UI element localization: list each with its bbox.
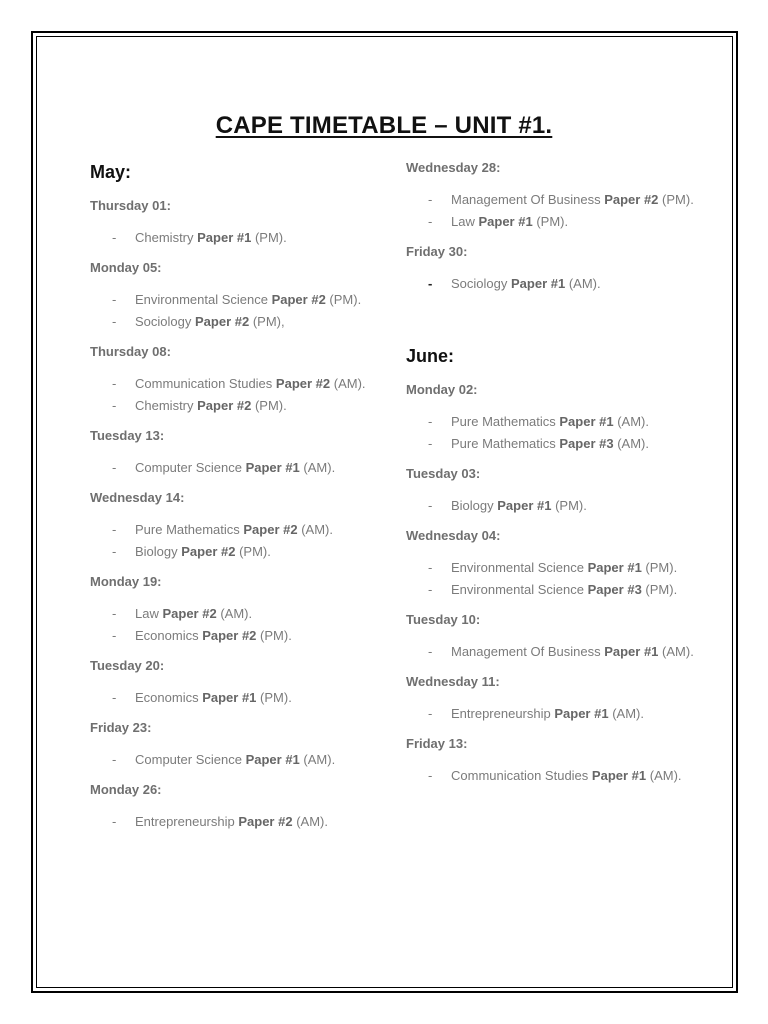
exam-subject: Environmental Science (135, 292, 268, 307)
exam-paper: Paper #1 (587, 560, 642, 575)
exam-subject: Management Of Business (451, 644, 601, 659)
exam-session: (AM). (612, 706, 644, 721)
day-heading: Tuesday 20: (90, 658, 165, 673)
bullet-dash: - (112, 606, 117, 621)
exam-subject: Management Of Business (451, 192, 601, 207)
exam-item (406, 643, 706, 660)
exam-paper: Paper #1 (478, 214, 533, 229)
exam-paper: Paper #2 (604, 192, 659, 207)
day-heading: Tuesday 03: (406, 466, 481, 481)
exam-subject: Law (451, 214, 475, 229)
bullet-dash: - (428, 276, 433, 291)
exam-subject: Biology (135, 544, 178, 559)
exam-session: (AM). (617, 414, 649, 429)
exam-session: (PM). (645, 560, 678, 575)
day-heading: Monday 26: (90, 782, 162, 797)
exam-subject: Computer Science (135, 752, 242, 767)
exam-list (406, 705, 706, 722)
exam-session: (AM). (220, 606, 253, 621)
exam-paper: Paper #1 (554, 706, 609, 721)
exam-paper: Paper #2 (195, 314, 250, 329)
exam-item (90, 375, 390, 392)
exam-session: (PM). (662, 192, 694, 207)
exam-item (90, 521, 390, 538)
bullet-dash: - (112, 460, 117, 475)
exam-session: (PM). (260, 690, 292, 705)
exam-item (406, 275, 706, 292)
exam-session: (PM). (254, 398, 287, 413)
exam-item (406, 767, 706, 784)
exam-subject: Sociology (135, 314, 192, 329)
exam-item (90, 397, 390, 414)
exam-paper: Paper #1 (591, 768, 647, 783)
exam-session: (AM). (568, 276, 601, 291)
exam-list (90, 751, 390, 768)
left-column (90, 161, 390, 843)
exam-list (90, 521, 390, 560)
exam-paper: Paper #2 (243, 522, 298, 537)
exam-session: (PM). (239, 544, 271, 559)
exam-subject: Computer Science (135, 460, 242, 475)
day-heading: Thursday 08: (90, 344, 171, 359)
day-heading: Wednesday 28: (406, 160, 501, 175)
exam-subject: Pure Mathematics (135, 522, 240, 537)
exam-session: (AM). (617, 436, 649, 451)
exam-subject: Communication Studies (135, 376, 273, 391)
exam-paper: Paper #2 (202, 628, 257, 643)
exam-item (90, 689, 390, 706)
bullet-dash: - (428, 706, 433, 721)
exam-session: (PM). (254, 230, 287, 245)
bullet-dash: - (112, 628, 117, 643)
exam-subject: Economics (135, 690, 199, 705)
exam-paper: Paper #1 (559, 414, 614, 429)
bullet-dash: - (112, 522, 117, 537)
exam-paper: Paper #2 (238, 814, 293, 829)
exam-paper: Paper #2 (181, 544, 236, 559)
bullet-dash: - (428, 498, 433, 513)
bullet-dash: - (112, 292, 117, 307)
exam-item (406, 435, 706, 452)
exam-paper: Paper #1 (604, 644, 659, 659)
section-spacer (406, 305, 706, 345)
exam-item (406, 559, 706, 576)
exam-session: (AM). (303, 460, 336, 475)
exam-item (90, 751, 390, 768)
exam-item (406, 413, 706, 430)
day-heading: Friday 13: (406, 736, 468, 751)
day-heading: Thursday 01: (90, 198, 171, 213)
exam-session: (AM). (301, 522, 333, 537)
exam-item (406, 581, 706, 598)
right-column (406, 159, 706, 797)
exam-session: (AM). (333, 376, 366, 391)
exam-subject: Biology (451, 498, 494, 513)
exam-paper: Paper #2 (197, 398, 252, 413)
exam-item (90, 605, 390, 622)
month-heading-may: May: (90, 162, 132, 182)
exam-paper: Paper #1 (197, 230, 252, 245)
bullet-dash: - (112, 314, 117, 329)
exam-item (90, 229, 390, 246)
exam-list (406, 767, 706, 784)
exam-paper: Paper #1 (245, 752, 300, 767)
exam-subject: Chemistry (135, 398, 194, 413)
day-heading: Monday 19: (90, 574, 162, 589)
exam-subject: Law (135, 606, 159, 621)
day-heading: Friday 30: (406, 244, 468, 259)
exam-paper: Paper #1 (497, 498, 552, 513)
exam-list (406, 275, 706, 292)
exam-list (90, 229, 390, 246)
exam-session: (PM). (329, 292, 362, 307)
bullet-dash: - (112, 230, 117, 245)
bullet-dash: - (428, 436, 433, 451)
exam-list (406, 497, 706, 514)
exam-session: (AM). (303, 752, 336, 767)
day-heading: Friday 23: (90, 720, 152, 735)
exam-subject: Entrepreneurship (451, 706, 551, 721)
exam-item (90, 627, 390, 644)
exam-list (90, 689, 390, 706)
exam-list (406, 559, 706, 598)
exam-paper: Paper #1 (245, 460, 300, 475)
exam-subject: Pure Mathematics (451, 414, 556, 429)
exam-list (406, 413, 706, 452)
exam-subject: Entrepreneurship (135, 814, 235, 829)
day-heading: Wednesday 11: (406, 674, 500, 689)
exam-subject: Environmental Science (451, 560, 584, 575)
exam-session: (AM). (649, 768, 682, 783)
exam-list (90, 291, 390, 330)
bullet-dash: - (112, 814, 117, 829)
exam-session: (AM). (296, 814, 328, 829)
exam-session: (AM). (662, 644, 694, 659)
bullet-dash: - (428, 582, 433, 597)
exam-list (90, 813, 390, 830)
bullet-dash: - (428, 560, 433, 575)
exam-paper: Paper #3 (587, 582, 642, 597)
exam-item (90, 313, 390, 330)
exam-item (406, 191, 706, 208)
bullet-dash: - (428, 768, 433, 783)
month-heading-june: June: (406, 346, 455, 366)
exam-subject: Economics (135, 628, 199, 643)
exam-item (90, 813, 390, 830)
day-heading: Monday 05: (90, 260, 162, 275)
exam-session: (PM). (645, 582, 678, 597)
exam-list (90, 459, 390, 476)
exam-subject: Environmental Science (451, 582, 584, 597)
exam-list (406, 191, 706, 230)
exam-subject: Sociology (451, 276, 508, 291)
exam-session: (PM). (555, 498, 587, 513)
exam-subject: Communication Studies (451, 768, 589, 783)
day-heading: Wednesday 14: (90, 490, 185, 505)
exam-paper: Paper #2 (162, 606, 217, 621)
exam-item (406, 497, 706, 514)
exam-paper: Paper #2 (271, 292, 326, 307)
exam-item (406, 705, 706, 722)
bullet-dash: - (428, 414, 433, 429)
bullet-dash: - (428, 644, 433, 659)
exam-subject: Pure Mathematics (451, 436, 556, 451)
exam-session: (PM). (260, 628, 292, 643)
exam-paper: Paper #2 (275, 376, 331, 391)
day-heading: Tuesday 10: (406, 612, 481, 627)
bullet-dash: - (112, 398, 117, 413)
exam-paper: Paper #1 (511, 276, 566, 291)
day-heading: Wednesday 04: (406, 528, 501, 543)
exam-paper: Paper #3 (559, 436, 614, 451)
day-heading: Tuesday 13: (90, 428, 165, 443)
bullet-dash: - (112, 752, 117, 767)
day-heading: Monday 02: (406, 382, 478, 397)
bullet-dash: - (428, 214, 433, 229)
exam-subject: Chemistry (135, 230, 194, 245)
exam-paper: Paper #1 (202, 690, 257, 705)
exam-item (90, 543, 390, 560)
page-title: CAPE TIMETABLE – UNIT #1. (215, 112, 553, 139)
exam-item (90, 459, 390, 476)
bullet-dash: - (428, 192, 433, 207)
bullet-dash: - (112, 544, 117, 559)
exam-session: (PM). (536, 214, 569, 229)
exam-session: (PM), (252, 314, 285, 329)
exam-item (406, 213, 706, 230)
bullet-dash: - (112, 690, 117, 705)
bullet-dash: - (112, 376, 117, 391)
exam-list (90, 375, 390, 414)
exam-list (406, 643, 706, 660)
exam-list (90, 605, 390, 644)
exam-item (90, 291, 390, 308)
